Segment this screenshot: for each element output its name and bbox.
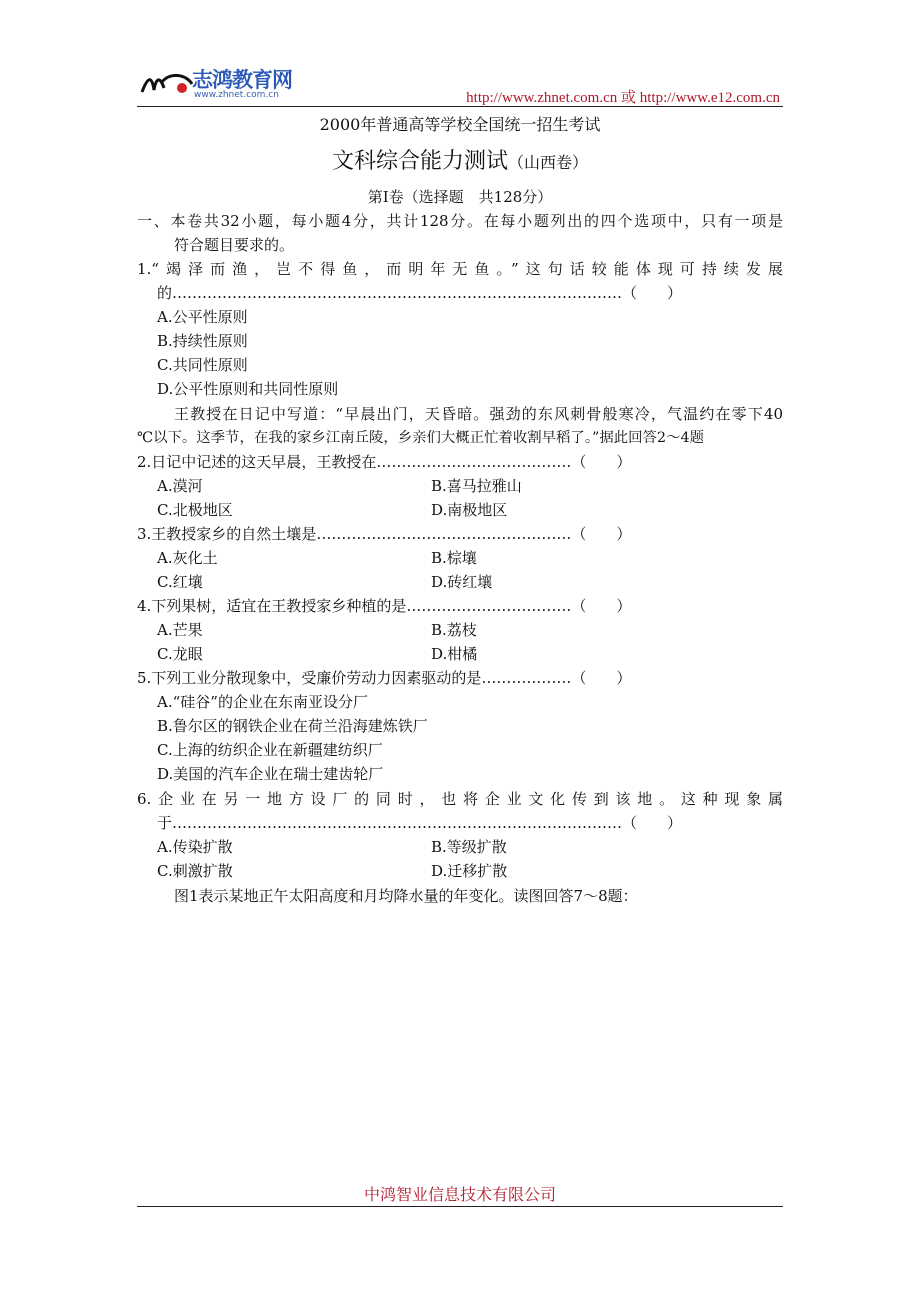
q6-option-d: D.迁移扩散 — [431, 862, 508, 880]
logo-url: www.zhnet.com.cn — [194, 90, 279, 100]
q4-stem: 4.下列果树，适宜在王教授家乡种植的是……………………………（ ） — [137, 597, 632, 615]
paper-title: 文科综合能力测试 — [331, 149, 508, 174]
header-divider — [137, 106, 783, 107]
q3-stem: 3.王教授家乡的自然土壤是……………………………………………（ ） — [137, 525, 632, 543]
q5-option-c: C.上海的纺织企业在新疆建纺织厂 — [157, 741, 383, 759]
q4-option-c: C.龙眼 — [157, 645, 203, 663]
q3-option-d: D.砖红壤 — [431, 573, 493, 591]
q6-option-b: B.等级扩散 — [431, 838, 507, 856]
passage-1-line-2: ℃以下。这季节，在我的家乡江南丘陵，乡亲们大概正忙着收割早稻了。”据此回答2～4题 — [137, 430, 705, 446]
paper-subtitle: （山西卷） — [508, 153, 589, 172]
logo-text: 志鸿教育网 — [192, 68, 292, 92]
passage-1-line-1: 王教授在日记中写道：“早晨出门，天昏暗。强劲的东风刺骨般寒冷，气温约在零下40 — [174, 405, 783, 423]
q1-option-a: A.公平性原则 — [157, 308, 248, 326]
q5-option-d: D.美国的汽车企业在瑞士建齿轮厂 — [157, 765, 384, 783]
q3-option-c: C.红壤 — [157, 573, 203, 591]
q2-option-b: B.喜马拉雅山 — [431, 477, 522, 495]
q5-option-a: A.“硅谷”的企业在东南亚设分厂 — [157, 693, 368, 711]
q4-option-b: B.荔枝 — [431, 621, 477, 639]
q2-option-c: C.北极地区 — [157, 501, 233, 519]
q2-stem: 2.日记中记述的这天早晨，王教授在…………………………………（ ） — [137, 453, 632, 471]
title-block — [0, 144, 920, 175]
q4-option-a: A.芒果 — [157, 621, 203, 639]
logo-swoosh-icon — [140, 68, 194, 98]
exam-year-title: 2000年普通高等学校全国统一招生考试 — [319, 115, 601, 134]
q6-option-a: A.传染扩散 — [157, 838, 233, 856]
site-logo[interactable] — [140, 64, 315, 104]
passage-2: 图1表示某地正午太阳高度和月均降水量的年变化。读图回答7～8题： — [174, 887, 638, 905]
instructions-line-2: 符合题目要求的。 — [174, 236, 295, 254]
q3-option-b: B.棕壤 — [431, 549, 477, 567]
q2-option-d: D.南极地区 — [431, 501, 508, 519]
q2-option-a: A.漠河 — [157, 477, 203, 495]
q1-stem-line-2: 的………………………………………………………………………………（ ） — [157, 284, 683, 302]
q6-stem-line-1: 6.企业在另一地方设厂的同时，也将企业文化传到该地。这种现象属 — [137, 790, 783, 808]
q1-option-d: D.公平性原则和共同性原则 — [157, 380, 339, 398]
q6-option-c: C.刺激扩散 — [157, 862, 233, 880]
q1-option-c: C.共同性原则 — [157, 356, 248, 374]
q1-stem-line-1: 1.“竭泽而渔，岂不得鱼，而明年无鱼。”这句话较能体现可持续发展 — [137, 260, 783, 278]
header-links[interactable]: http://www.zhnet.com.cn 或 http://www.e12.com.cn — [466, 90, 780, 106]
q6-stem-line-2: 于………………………………………………………………………………（ ） — [157, 814, 683, 832]
part-title: 第Ⅰ卷（选择题 共128分） — [367, 188, 553, 206]
q3-option-a: A.灰化土 — [157, 549, 218, 567]
q5-option-b: B.鲁尔区的钢铁企业在荷兰沿海建炼铁厂 — [157, 717, 428, 735]
footer-company: 中鸿智业信息技术有限公司 — [363, 1185, 556, 1204]
footer-divider — [137, 1206, 783, 1207]
q5-stem: 5.下列工业分散现象中，受廉价劳动力因素驱动的是………………（ ） — [137, 669, 632, 687]
q4-option-d: D.柑橘 — [431, 645, 478, 663]
instructions-line-1: 一、本卷共32小题，每小题4分，共计128分。在每小题列出的四个选项中，只有一项是 — [137, 212, 783, 230]
q1-option-b: B.持续性原则 — [157, 332, 248, 350]
